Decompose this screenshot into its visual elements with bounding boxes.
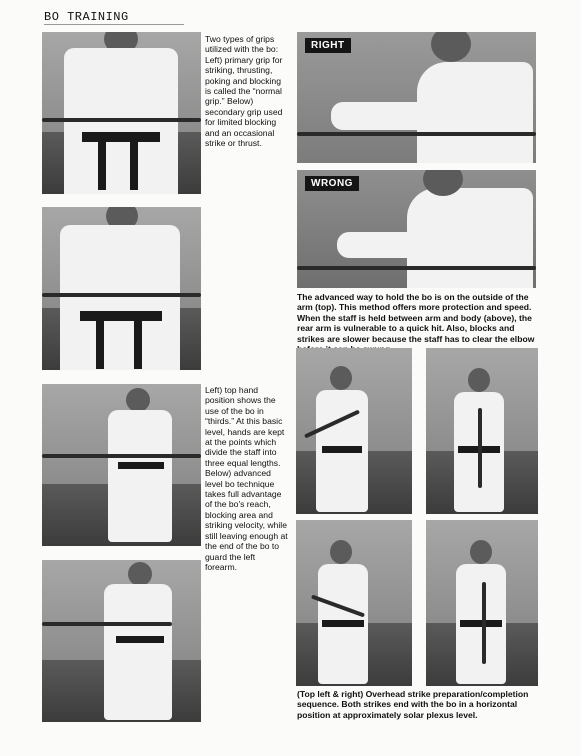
- caption-advanced: The advanced way to hold the bo is on the outside of the arm (top). This method offers more protection and speed. When the staff is held between arm and body (above), the rear arm is vulnerable to a quick hit. Also, blocks and strikes are slower because the staff has to clear the elbow: [297, 292, 535, 344]
- caption-overhead: (Top left & right) Overhead strike preparation/completion sequence. Both strikes end with the bo in a horizontal position at approximately solar plexus level.: [297, 689, 529, 720]
- photo-normal-grip: [42, 32, 201, 194]
- photo-secondary-grip: [42, 207, 201, 370]
- photo-wrong-hold: [297, 170, 536, 288]
- photo-right-hold: [297, 32, 536, 163]
- photo-overhead-complete-bottom: [426, 520, 538, 686]
- label-right: RIGHT: [305, 38, 351, 53]
- header-rule: [44, 24, 184, 25]
- photo-overhead-complete-top: [426, 348, 538, 514]
- section-title: BO TRAINING: [44, 10, 129, 24]
- label-wrong: WRONG: [305, 176, 359, 191]
- caption-thirds: Left) top hand position shows the use of the bo in “thirds.” At this basic level, hands are kept at the points which divide the staff into three equal lengths. Below) advanced level bo technique takes full advantage of the bo's reach, blocking area and striking velocity, while still leaving enough at the end of the bo to guard the left forearm.: [205, 385, 288, 572]
- photo-overhead-prep-top: [296, 348, 412, 514]
- photo-thirds-position: [42, 384, 201, 546]
- caption-grips: Two types of grips utilized with the bo: Left) primary grip for striking, thrusting, poking and blocking is called the “normal grip.” Below) secondary grip used for limited blocking and an occasional strike or thrust.: [205, 34, 283, 149]
- photo-overhead-prep-bottom: [296, 520, 412, 686]
- photo-advanced-reach: [42, 560, 201, 722]
